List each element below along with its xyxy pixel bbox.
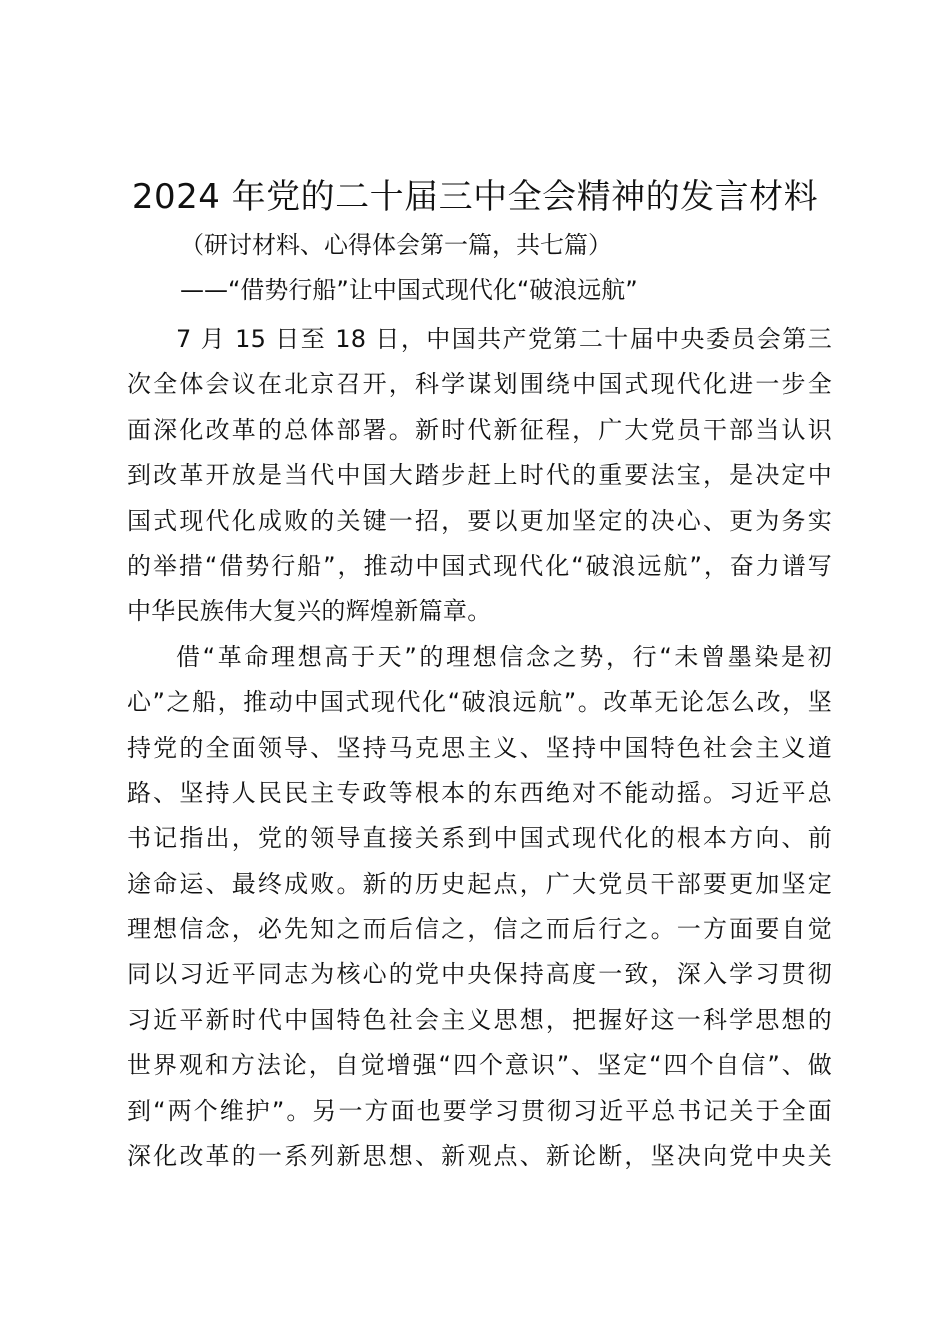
- text-line: 中华民族伟大复兴的辉煌新篇章。: [127, 597, 492, 626]
- text-line: 持党的全面领导、坚持马克思主义、坚持中国特色社会主义道: [127, 733, 832, 762]
- document-tagline: ——“借势行船”让中国式现代化“破浪远航”: [180, 276, 638, 304]
- document-body: [127, 317, 832, 1179]
- document-title: 2024 年党的二十届三中全会精神的发言材料: [131, 177, 819, 217]
- text-line: 书记指出，党的领导直接关系到中国式现代化的根本方向、前: [127, 824, 832, 853]
- document-subtitle: （研讨材料、心得体会第一篇，共七篇）: [180, 231, 612, 259]
- text-line: 习近平新时代中国特色社会主义思想，把握好这一科学思想的: [127, 1005, 832, 1034]
- text-line: 次全体会议在北京召开，科学谋划围绕中国式现代化进一步全: [127, 370, 832, 399]
- text-line: 面深化改革的总体部署。新时代新征程，广大党员干部当认识: [127, 415, 832, 444]
- text-line: 的举措“借势行船”，推动中国式现代化“破浪远航”，奋力谱写: [127, 551, 832, 580]
- paragraph-1: [127, 317, 832, 635]
- text-line: 同以习近平同志为核心的党中央保持高度一致，深入学习贯彻: [127, 960, 832, 989]
- text-line: 到“两个维护”。另一方面也要学习贯彻习近平总书记关于全面: [127, 1096, 832, 1125]
- text-line: 7 月 15 日至 18 日，中国共产党第二十届中央委员会第三: [176, 325, 832, 353]
- text-line: 国式现代化成败的关键一招，要以更加坚定的决心、更为务实: [127, 506, 832, 535]
- text-line: 路、坚持人民民主专政等根本的东西绝对不能动摇。习近平总: [127, 778, 832, 807]
- text-line: 借“革命理想高于天”的理想信念之势，行“未曾墨染是初: [176, 642, 832, 671]
- paragraph-2: [127, 635, 832, 1180]
- text-line: 途命运、最终成败。新的历史起点，广大党员干部要更加坚定: [127, 869, 832, 898]
- text-line: 到改革开放是当代中国大踏步赶上时代的重要法宝，是决定中: [127, 461, 832, 490]
- text-line: 理想信念，必先知之而后信之，信之而后行之。一方面要自觉: [127, 915, 832, 944]
- text-line: 世界观和方法论，自觉增强“四个意识”、坚定“四个自信”、做: [127, 1051, 832, 1080]
- text-line: 深化改革的一系列新思想、新观点、新论断，坚决向党中央关: [127, 1142, 832, 1171]
- text-line: 心”之船，推动中国式现代化“破浪远航”。改革无论怎么改，坚: [127, 688, 832, 717]
